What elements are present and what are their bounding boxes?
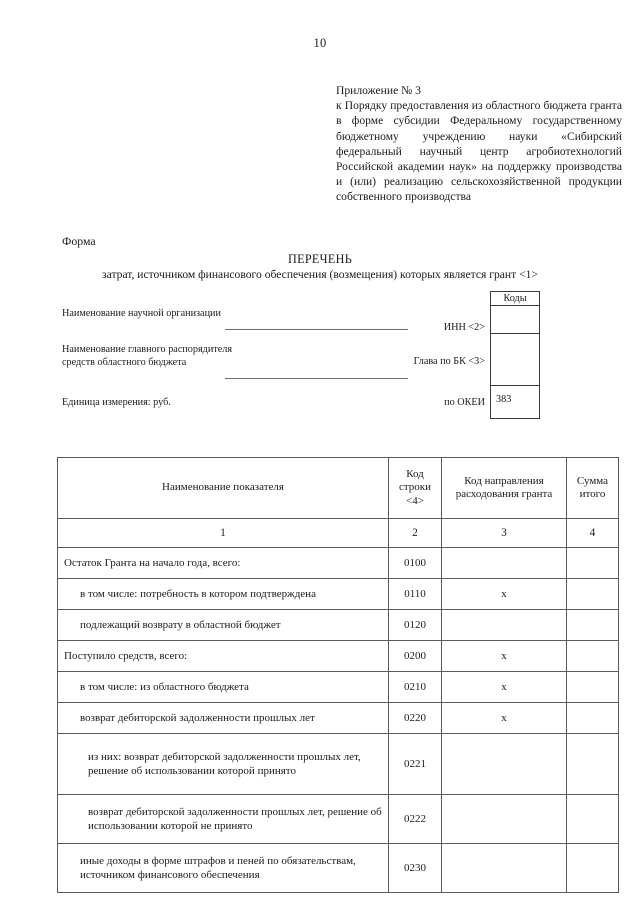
cell-direction-code[interactable]: х (442, 641, 567, 672)
table-row (58, 672, 619, 703)
cell-indicator-name: возврат дебиторской задолженности прошлых лет, решение об использовании которой не принято (58, 795, 389, 844)
cell-row-code: 0200 (389, 641, 442, 672)
table-header-row (58, 458, 619, 519)
header-total-sum: Сумма итого (567, 458, 619, 519)
appendix-reference-block (336, 83, 622, 205)
cell-total-sum[interactable] (567, 734, 619, 795)
cell-indicator-name: возврат дебиторской задолженности прошлых лет (58, 703, 389, 734)
codes-box-glava-value[interactable] (491, 334, 539, 386)
cell-indicator-name: подлежащий возврату в областной бюджет (58, 610, 389, 641)
table-row (58, 844, 619, 893)
cell-direction-code[interactable] (442, 610, 567, 641)
cell-total-sum[interactable] (567, 844, 619, 893)
cell-indicator-name: иные доходы в форме штрафов и пеней по обязательствам, источником финансового обеспечения (58, 844, 389, 893)
column-number-2: 2 (389, 519, 442, 548)
cell-row-code: 0220 (389, 703, 442, 734)
cell-direction-code[interactable]: х (442, 672, 567, 703)
expenditure-table (57, 457, 619, 893)
chief-administrator-label: Наименование главного распорядителя средств областного бюджета (62, 344, 233, 368)
table-body (58, 548, 619, 893)
header-row-code: Код строки <4> (389, 458, 442, 519)
table-row (58, 641, 619, 672)
page-number: 10 (313, 36, 327, 50)
cell-indicator-name: из них: возврат дебиторской задолженности прошлых лет, решение об использовании которой принято (58, 734, 389, 795)
cell-total-sum[interactable] (567, 641, 619, 672)
cell-direction-code[interactable]: х (442, 703, 567, 734)
cell-indicator-name: в том числе: потребность в котором подтверждена (58, 579, 389, 610)
cell-row-code: 0210 (389, 672, 442, 703)
cell-indicator-name: Остаток Гранта на начало года, всего: (58, 548, 389, 579)
table-row (58, 795, 619, 844)
cell-total-sum[interactable] (567, 703, 619, 734)
codes-box-inn-value[interactable] (491, 306, 539, 334)
glava-bk-label: Глава по БК <3> (413, 356, 485, 367)
requisites-section (0, 285, 640, 430)
column-number-3: 3 (442, 519, 567, 548)
chief-administrator-fill-line[interactable] (225, 378, 408, 379)
header-indicator-name: Наименование показателя (58, 458, 389, 519)
table-row (58, 579, 619, 610)
cell-row-code: 0120 (389, 610, 442, 641)
table-row (58, 734, 619, 795)
form-label: Форма (62, 234, 96, 248)
cell-direction-code[interactable] (442, 548, 567, 579)
cell-row-code: 0222 (389, 795, 442, 844)
document-title: ПЕРЕЧЕНЬ (287, 252, 353, 266)
cell-total-sum[interactable] (567, 795, 619, 844)
table-column-numbering-row (58, 519, 619, 548)
cell-direction-code[interactable] (442, 844, 567, 893)
unit-of-measure-label: Единица измерения: руб. (62, 397, 171, 408)
table-row (58, 610, 619, 641)
table-header (58, 458, 619, 548)
appendix-body: к Порядку предоставления из областного бюджета гранта в форме субсидии Федеральному государственному бюджетному учреждению науки «Сибирский федеральный научный центр агробиотехнологий Российской академии наук» на поддержку производства и (или) реализацию сельскохозяйственной продукции собственного производства (336, 99, 622, 204)
cell-row-code: 0110 (389, 579, 442, 610)
codes-box-header: Коды (491, 292, 539, 306)
organization-name-label: Наименование научной организации (62, 308, 221, 319)
cell-indicator-name: в том числе: из областного бюджета (58, 672, 389, 703)
table-row (58, 548, 619, 579)
cell-direction-code[interactable] (442, 734, 567, 795)
header-direction-code: Код направления расходования гранта (442, 458, 567, 519)
cell-indicator-name: Поступило средств, всего: (58, 641, 389, 672)
cell-total-sum[interactable] (567, 548, 619, 579)
cell-row-code: 0230 (389, 844, 442, 893)
cell-total-sum[interactable] (567, 672, 619, 703)
inn-label: ИНН <2> (443, 322, 485, 333)
appendix-title: Приложение № 3 (336, 84, 421, 97)
cell-total-sum[interactable] (567, 610, 619, 641)
cell-row-code: 0100 (389, 548, 442, 579)
okei-label: по ОКЕИ (444, 397, 485, 408)
table-row (58, 703, 619, 734)
column-number-1: 1 (58, 519, 389, 548)
codes-box (490, 291, 540, 419)
cell-row-code: 0221 (389, 734, 442, 795)
cell-total-sum[interactable] (567, 579, 619, 610)
column-number-4: 4 (567, 519, 619, 548)
codes-box-okei-value[interactable]: 383 (496, 394, 512, 405)
cell-direction-code[interactable] (442, 795, 567, 844)
document-subtitle: затрат, источником финансового обеспечения (возмещения) которых является грант <1> (102, 268, 538, 281)
cell-direction-code[interactable]: х (442, 579, 567, 610)
